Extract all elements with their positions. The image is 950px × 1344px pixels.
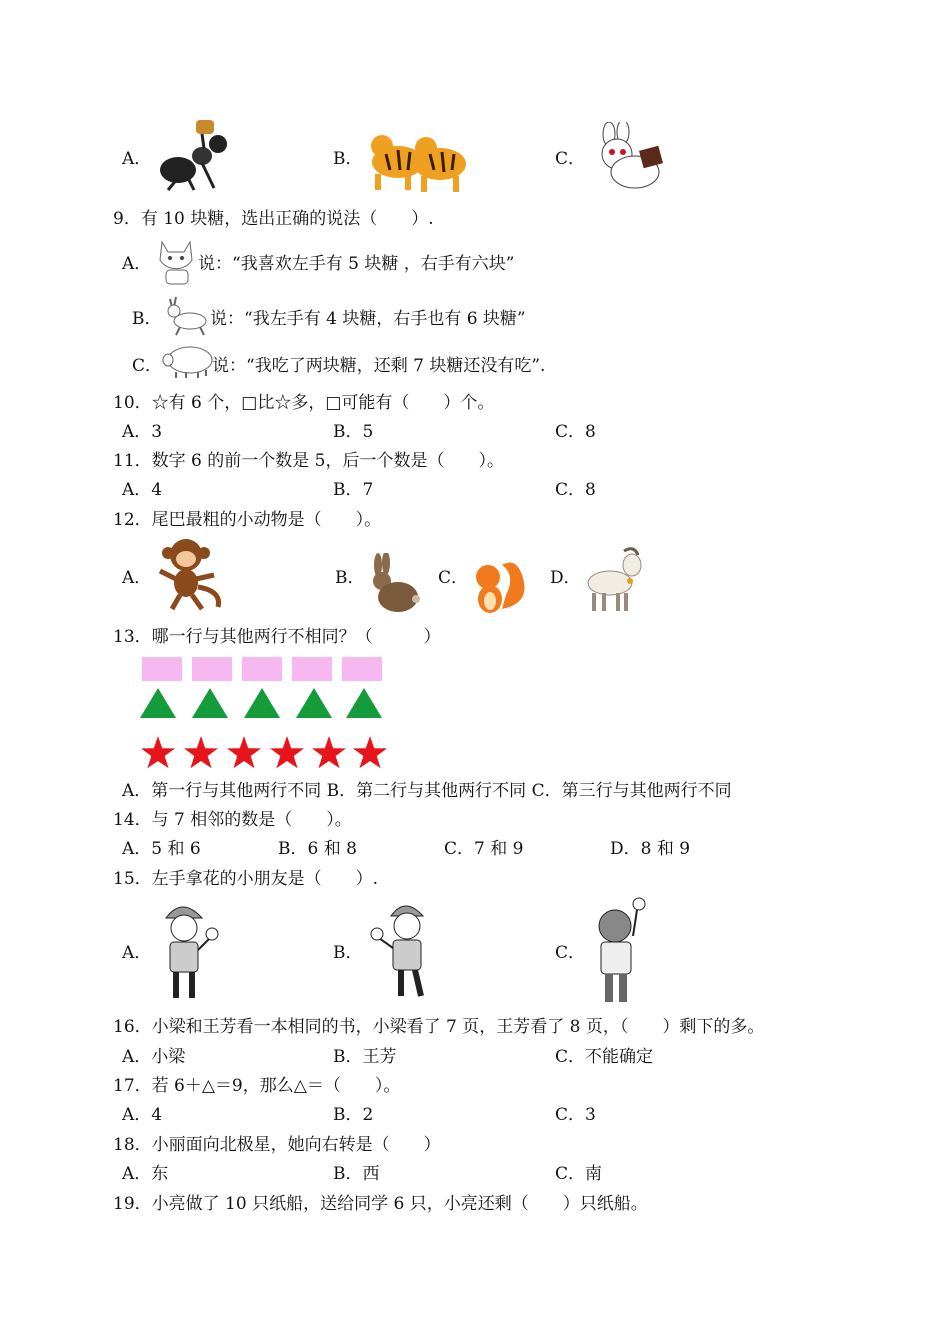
star-shape bbox=[184, 736, 218, 768]
q9-stem: 9．有 10 块糖，选出正确的说法（ ）. bbox=[113, 209, 434, 229]
q13-stem: 13．哪一行与其他两行不相同？（ ） bbox=[113, 627, 441, 647]
q14-option-a: A．5 和 6 bbox=[122, 839, 201, 859]
q11-option-b: B．7 bbox=[333, 480, 374, 500]
row-two-triangles bbox=[140, 688, 382, 718]
q16-option-c: C．不能确定 bbox=[555, 1047, 654, 1067]
q15-option-b-label: B． bbox=[333, 943, 363, 963]
q12-option-a-label: A． bbox=[122, 568, 152, 588]
goat-image bbox=[580, 545, 646, 617]
q18-stem: 18．小丽面向北极星，她向右转是（ ） bbox=[113, 1135, 441, 1155]
q10-option-a: A．3 bbox=[122, 422, 163, 442]
q17-option-a: A．4 bbox=[122, 1105, 163, 1125]
star-shape bbox=[312, 736, 346, 768]
q16-stem: 16．小梁和王芳看一本相同的书，小梁看了 7 页，王芳看了 8 页，（ ）剩下的多。 bbox=[113, 1017, 765, 1037]
pig-image bbox=[160, 344, 214, 380]
q12-stem: 12．尾巴最粗的小动物是（ ）。 bbox=[113, 510, 382, 530]
deer-image bbox=[160, 295, 212, 337]
rectangle-shape bbox=[292, 657, 332, 681]
triangle-shape bbox=[244, 688, 280, 718]
q18-option-c: C．南 bbox=[555, 1164, 603, 1184]
rectangle-shape bbox=[242, 657, 282, 681]
q17-option-b: B．2 bbox=[333, 1105, 374, 1125]
q9-option-b-label: B． bbox=[132, 309, 162, 329]
star-shape bbox=[141, 736, 175, 768]
q10-stem: 10．☆有 6 个，□比☆多，□可能有（ ）个。 bbox=[113, 393, 495, 413]
star-shape bbox=[270, 736, 304, 768]
rabbit-image bbox=[364, 553, 422, 615]
triangle-shape bbox=[346, 688, 382, 718]
q12-option-c-label: C． bbox=[438, 568, 469, 588]
q11-option-a: A．4 bbox=[122, 480, 163, 500]
q8-option-a-label: A． bbox=[122, 149, 152, 169]
q18-option-a: A．东 bbox=[122, 1164, 169, 1184]
q9-option-c-label: C． bbox=[132, 356, 163, 376]
q15-option-c-label: C． bbox=[555, 943, 586, 963]
q16-option-a: A．小梁 bbox=[122, 1047, 186, 1067]
q12-option-b-label: B． bbox=[335, 568, 365, 588]
q18-option-b: B．西 bbox=[333, 1164, 380, 1184]
q9-option-b-text: 说：“我左手有 4 块糖，右手也有 6 块糖” bbox=[210, 309, 526, 329]
ant-carrying-jar-image bbox=[158, 118, 238, 193]
q9-option-c-text: 说：“我吃了两块糖，还剩 7 块糖还没有吃”. bbox=[212, 356, 546, 376]
q14-stem: 14．与 7 相邻的数是（ ）。 bbox=[113, 810, 352, 830]
q17-stem: 17．若 6＋△＝9，那么△＝（ ）。 bbox=[113, 1076, 401, 1096]
child-holding-flower-image-c bbox=[585, 894, 655, 1006]
rabbit-with-object-image bbox=[585, 122, 673, 194]
triangle-shape bbox=[192, 688, 228, 718]
q8-option-b-label: B． bbox=[333, 149, 363, 169]
q15-option-a-label: A． bbox=[122, 943, 152, 963]
cat-image bbox=[152, 236, 200, 286]
squirrel-image bbox=[468, 555, 528, 617]
q10-option-b: B．5 bbox=[333, 422, 374, 442]
q11-option-c: C．8 bbox=[555, 480, 596, 500]
q14-option-b: B．6 和 8 bbox=[278, 839, 357, 859]
q13-options: A．第一行与其他两行不同 B．第二行与其他两行不同 C．第三行与其他两行不同 bbox=[122, 781, 732, 801]
q12-option-d-label: D． bbox=[550, 568, 581, 588]
monkey-image bbox=[152, 535, 234, 613]
shape-rows-figure bbox=[138, 654, 398, 774]
triangle-shape bbox=[140, 688, 176, 718]
q11-stem: 11．数字 6 的前一个数是 5，后一个数是（ ）。 bbox=[113, 451, 504, 471]
rectangle-shape bbox=[342, 657, 382, 681]
two-tigers-image bbox=[368, 124, 472, 194]
q9-option-a-text: 说：“我喜欢左手有 5 块糖 ，右手有六块” bbox=[198, 254, 515, 274]
q15-stem: 15．左手拿花的小朋友是（ ）. bbox=[113, 869, 379, 889]
q10-option-c: C．8 bbox=[555, 422, 596, 442]
q16-option-b: B．王芳 bbox=[333, 1047, 397, 1067]
rectangle-shape bbox=[192, 657, 232, 681]
q8-option-c-label: C． bbox=[555, 149, 586, 169]
rectangle-shape bbox=[142, 657, 182, 681]
q17-option-c: C．3 bbox=[555, 1105, 596, 1125]
q14-option-d: D．8 和 9 bbox=[610, 839, 691, 859]
q9-option-a-label: A． bbox=[122, 254, 152, 274]
q19-stem: 19．小亮做了 10 只纸船，送给同学 6 只，小亮还剩（ ）只纸船。 bbox=[113, 1194, 648, 1214]
row-one-rectangles bbox=[142, 657, 382, 681]
star-shape bbox=[353, 736, 387, 768]
row-three-stars bbox=[141, 736, 387, 768]
star-shape bbox=[227, 736, 261, 768]
child-holding-flower-image-b bbox=[363, 896, 443, 1004]
triangle-shape bbox=[296, 688, 332, 718]
q14-option-c: C．7 和 9 bbox=[444, 839, 524, 859]
child-holding-flower-image-a bbox=[152, 896, 228, 1004]
